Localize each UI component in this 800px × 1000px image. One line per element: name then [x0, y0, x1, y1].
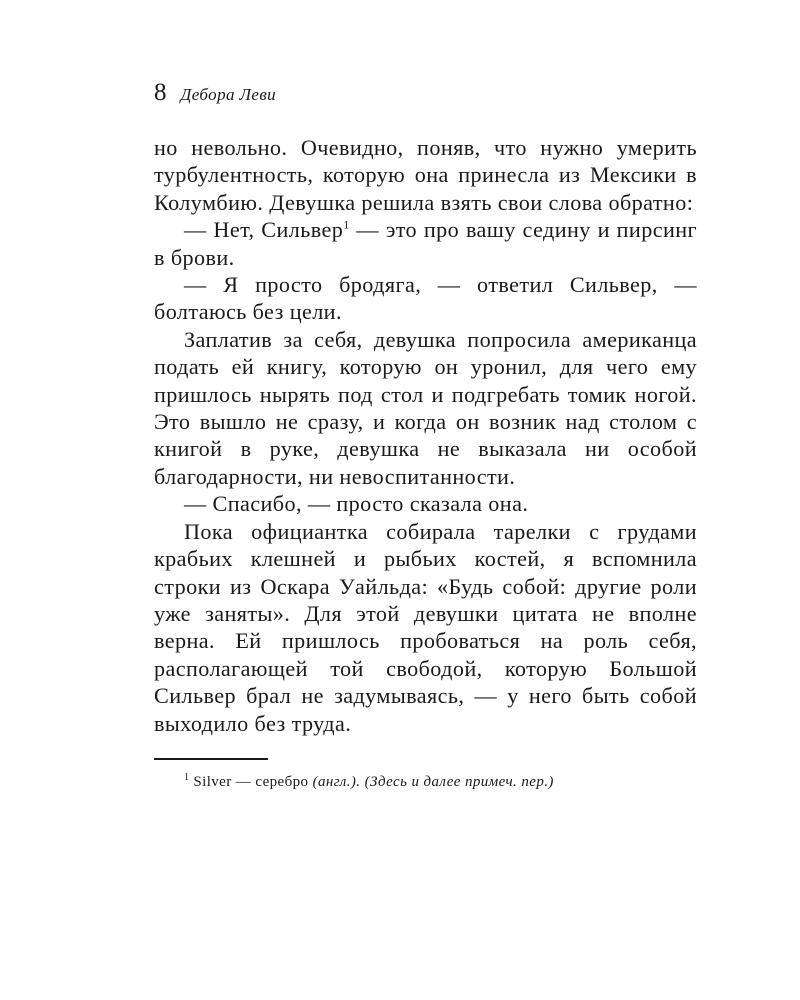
paragraph-6: Пока официантка собирала тарелки с грудами крабьих клешней и рыбьих костей, я вспомнила строки из Оскара Уайльда: «Будь собой: другие роли уже заняты». Для этой девушки цитата не вполне верна. Ей пришлось пробоваться на роль себя, располагающей той свободой, которую Большой Сильвер брал не задумываясь, — у него быть собой выходило без труда.	[154, 518, 697, 736]
paragraph-5: — Спасибо, — просто сказала она.	[184, 491, 529, 517]
page-number: 8	[154, 79, 167, 106]
footnote-reference: 1	[343, 217, 350, 232]
running-head	[154, 78, 697, 108]
paragraph-3: — Я просто бродяга, — ответил Сильвер, — болтаюсь без цели.	[154, 272, 697, 325]
running-head-author: Дебора Леви	[180, 85, 277, 104]
book-page	[154, 78, 697, 792]
footnote	[154, 772, 697, 792]
body-text	[154, 134, 697, 737]
dialogue-text-start: — Нет, Сильвер	[184, 217, 344, 243]
footnote-note: (англ.). (Здесь и далее примеч. пер.)	[312, 773, 554, 790]
paragraph-4: Заплатив за себя, девушка попросила американца подать ей книгу, которую он уронил, для чего ему пришлось нырять под стол и подгребать томик ногой. Это вышло не сразу, и когда он возник над столом с книгой в руке, девушка не выказала ни особой благодарности, ни невоспитанности.	[154, 326, 697, 489]
dialogue-text-end: — это про вашу седину и пирсинг в брови.	[154, 217, 697, 270]
footnote-text: Silver — серебро	[193, 773, 309, 790]
footnote-divider	[154, 758, 268, 760]
paragraph-2	[154, 216, 697, 271]
footnote-mark: 1	[184, 771, 190, 783]
paragraph-1: но невольно. Очевидно, поняв, что нужно умерить турбулентность, которую она принесла из Мексики в Колумбию. Девушка решила взять свои слова обратно:	[154, 135, 697, 215]
